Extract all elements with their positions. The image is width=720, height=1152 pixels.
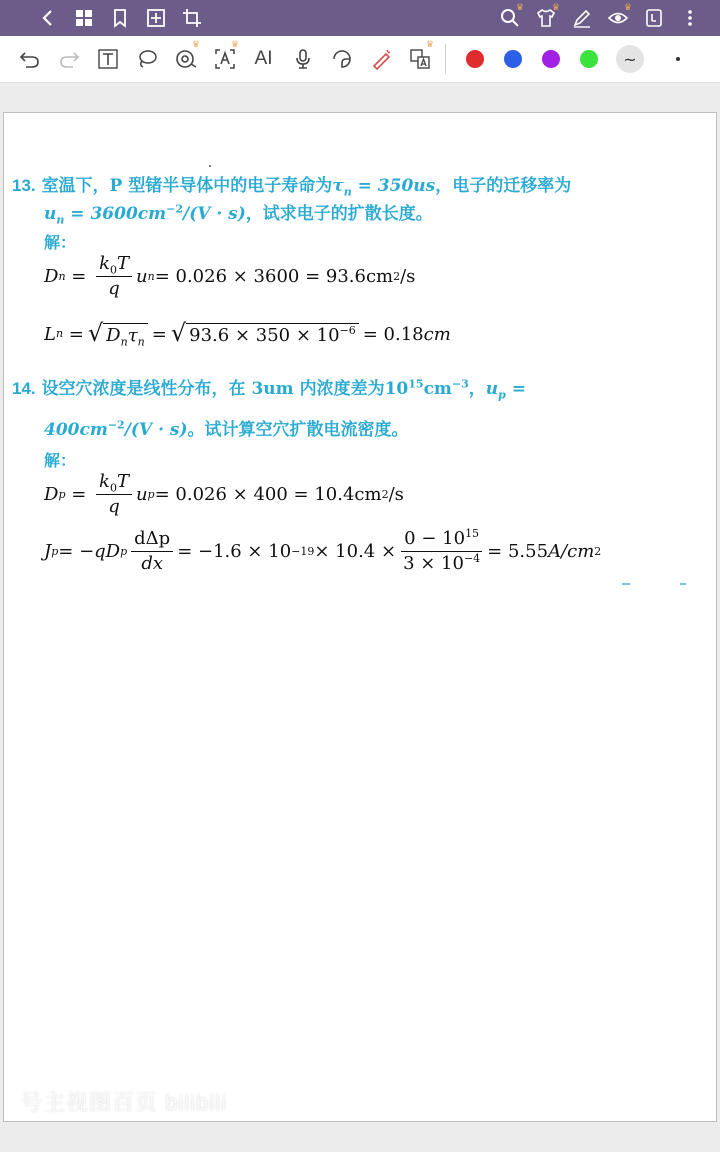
ai-label: AI [254, 48, 273, 69]
undo-icon[interactable] [10, 36, 49, 82]
color-purple[interactable] [542, 50, 560, 68]
laser-icon[interactable] [361, 36, 400, 82]
app-top-bar [0, 0, 720, 36]
crown-icon: ♛ [230, 40, 239, 50]
crown-icon: ♛ [515, 3, 524, 13]
back-icon[interactable] [30, 0, 66, 36]
crop-icon[interactable] [174, 0, 210, 36]
eye-icon[interactable] [600, 0, 636, 36]
crown-icon: ♛ [551, 3, 560, 13]
sqrt-expr: √ $93.6 \times 350 \times 10^{-6}$ [171, 320, 359, 348]
ink-dot [209, 165, 211, 167]
grid-icon[interactable] [66, 0, 102, 36]
tape-icon[interactable] [166, 36, 205, 82]
bookmark-icon[interactable] [102, 0, 138, 36]
ocr-icon[interactable] [205, 36, 244, 82]
text-box-icon[interactable] [88, 36, 127, 82]
add-page-icon[interactable] [138, 0, 174, 36]
pen-icon[interactable] [564, 0, 600, 36]
redo-icon[interactable] [49, 36, 88, 82]
ink-stroke [680, 583, 686, 585]
problem-13-line1: 13. 室温下，P 型锗半导体中的电子寿命为$\tau_n = 350us$，电子的迁移率为 [12, 176, 572, 199]
pen-style-icon: ~ [623, 49, 637, 69]
watermark-text: 号主视图百页 bilibili [20, 1090, 227, 1115]
problem-13-line2: $u_n = 3600cm^{-2}/(V \cdot s)$，试求电子的扩散长度。 [44, 202, 433, 227]
mic-icon[interactable] [283, 36, 322, 82]
crown-icon: ♛ [191, 40, 200, 50]
equation-dn: D n = $\frac{k_0T}{q}$ u n = 0.026 × 3600 = 93.6cm 2 /s [44, 253, 416, 299]
lasso-icon[interactable] [127, 36, 166, 82]
search-icon[interactable] [492, 0, 528, 36]
fraction: $\frac{\text{dΔp}}{dx}$ [131, 528, 173, 575]
problem-number: 14. [12, 379, 36, 398]
editor-toolbar [0, 36, 720, 83]
problem-number: 13. [12, 176, 36, 195]
sticker-icon[interactable] [322, 36, 361, 82]
more-dot[interactable] [676, 57, 680, 61]
equation-dp: D p = $\frac{k_0T}{q}$ u p = 0.026 × 400 = 10.4cm 2 /s [44, 471, 404, 517]
solution-label: 解： [44, 451, 77, 470]
problem-text: 室温下，P 型锗半导体中的电子寿命为 [41, 176, 333, 196]
note-page[interactable] [3, 112, 717, 1122]
problem-14-line2: $400cm^{-2}/(V \cdot s)$。试计算空穴扩散电流密度。 [44, 418, 409, 440]
problem-14-line1: 14. 设空穴浓度是线性分布，在 3um 内浓度差为$10^{15}cm^{-3}$，$u_p$ = [12, 377, 527, 402]
equation-ln: L n = √ $D_n\tau_n$ = √ $93.6 \times 350 \times 10^{-6}$ = 0.18 cm [44, 319, 451, 349]
sqrt-expr: √ $D_n\tau_n$ [88, 320, 148, 348]
color-red[interactable] [466, 50, 484, 68]
fraction: $\frac{k_0T}{q}$ [96, 253, 132, 300]
pen-style-button[interactable] [616, 45, 644, 73]
fraction: $\frac{0 - 10^{15}}{3 \times 10^{-4}}$ [403, 527, 481, 574]
toolbar-divider [445, 44, 446, 74]
translate-icon[interactable] [400, 36, 439, 82]
ink-stroke [622, 583, 630, 585]
crown-icon: ♛ [425, 40, 434, 50]
solution-label: 解： [44, 233, 77, 252]
equation-jp: J p = −qD p $\frac{\text{dΔp}}{dx}$ = −1.6 × 10 −19 × 10.4 × $\frac{0 - 10^{15}}{3 \times 10^{-4}}$ = 5.55 A/cm 2 [44, 527, 602, 574]
color-green[interactable] [580, 50, 598, 68]
color-blue[interactable] [504, 50, 522, 68]
export-icon[interactable] [636, 0, 672, 36]
crown-icon: ♛ [623, 3, 632, 13]
shirt-icon[interactable] [528, 0, 564, 36]
fraction: $\frac{k_0T}{q}$ [96, 471, 132, 518]
more-vertical-icon[interactable] [672, 0, 708, 36]
ai-button[interactable] [244, 36, 283, 82]
